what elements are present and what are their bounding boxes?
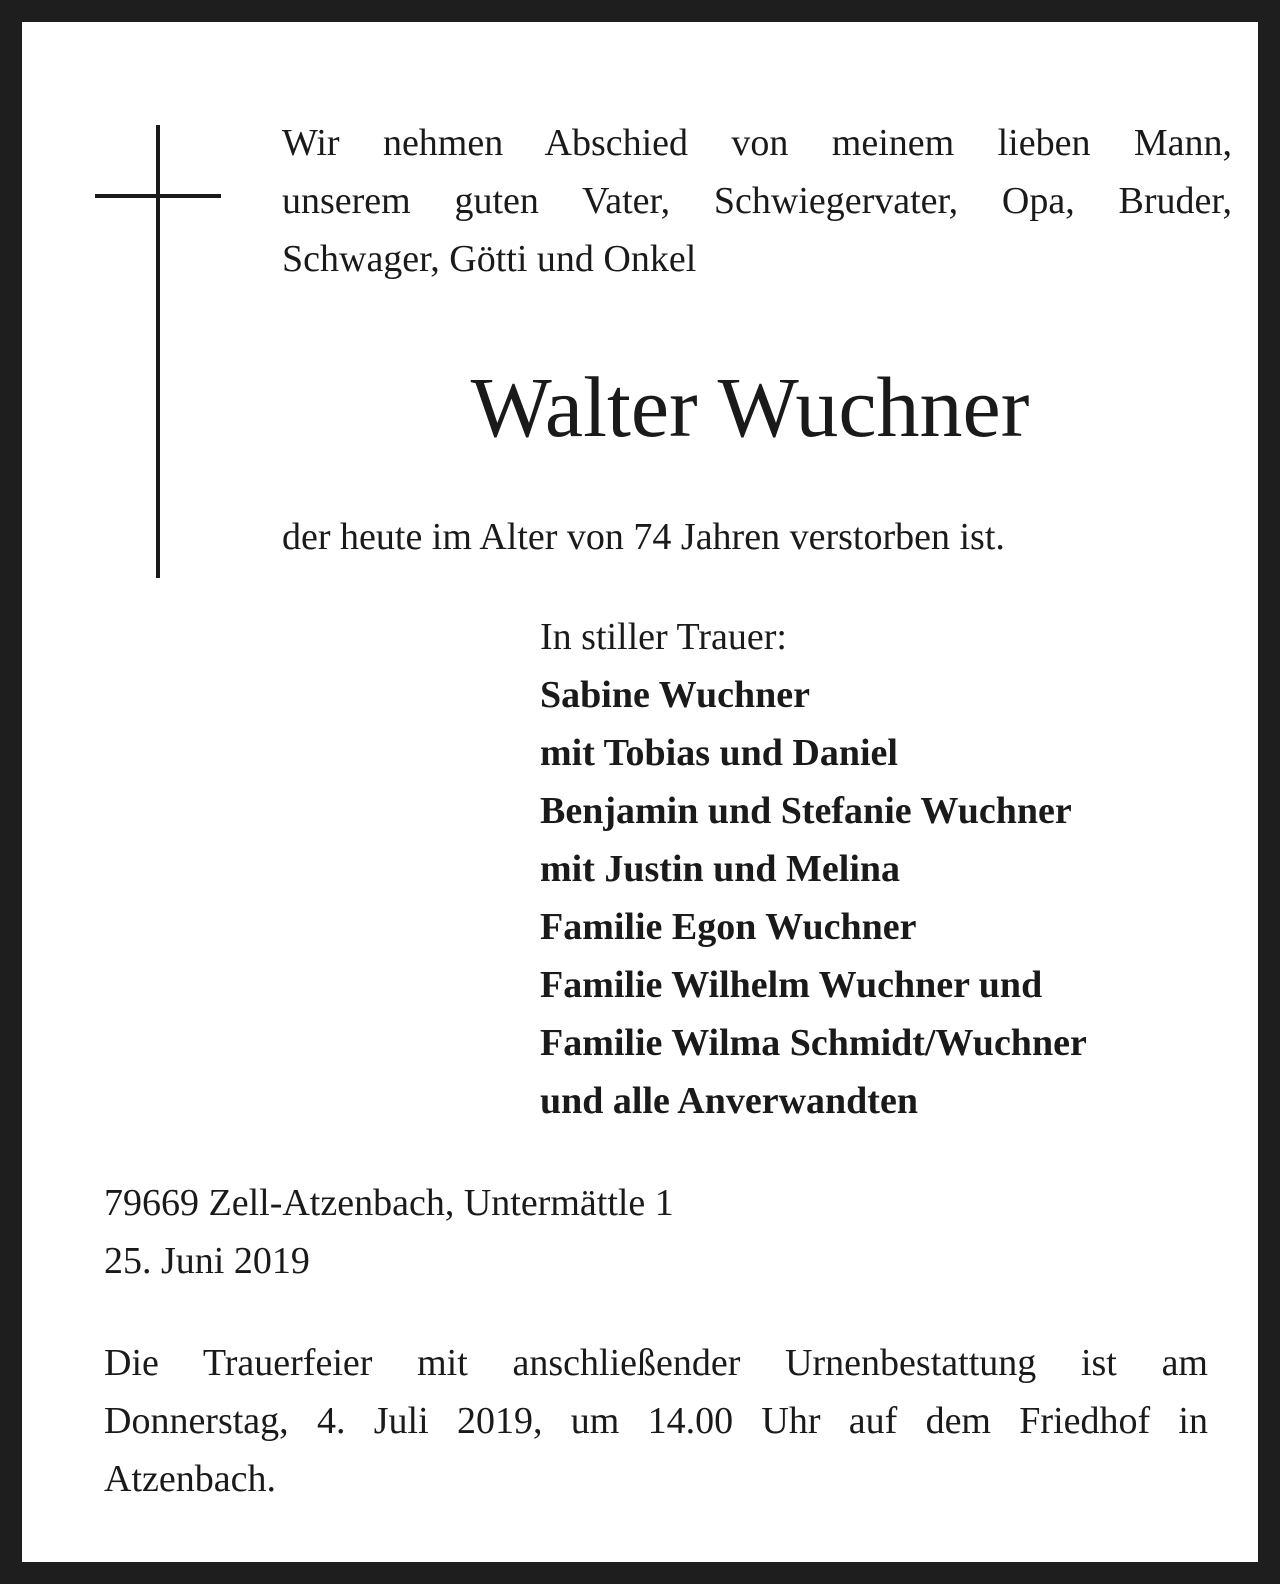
mourner-line: mit Justin und Melina — [540, 848, 901, 890]
mourners-heading: In stiller Trauer: — [540, 616, 787, 658]
ceremony-line: Atzenbach. — [104, 1458, 276, 1500]
date: 25. Juni 2019 — [104, 1240, 310, 1282]
cross-icon-bar — [95, 194, 221, 198]
intro-line: unserem guten Vater, Schwiegervater, Opa, Bruder, — [282, 180, 1232, 222]
death-note: der heute im Alter von 74 Jahren verstorben ist. — [282, 516, 1005, 558]
mourner-line: Familie Wilma Schmidt/Wuchner — [540, 1022, 1087, 1064]
ceremony-line: Donnerstag, 4. Juli 2019, um 14.00 Uhr auf dem Friedhof in — [104, 1400, 1208, 1442]
address: 79669 Zell-Atzenbach, Untermättle 1 — [104, 1182, 674, 1224]
intro-text — [282, 114, 1232, 288]
ceremony-notice — [104, 1334, 1208, 1508]
mourner-line: und alle Anverwandten — [540, 1080, 918, 1122]
obituary-card — [22, 22, 1258, 1562]
mourners-list — [540, 608, 1240, 1130]
address-block — [104, 1174, 1204, 1290]
ceremony-line: Die Trauerfeier mit anschließender Urnenbestattung ist am — [104, 1342, 1208, 1384]
intro-line: Schwager, Götti und Onkel — [282, 238, 697, 280]
mourner-line: mit Tobias und Daniel — [540, 732, 898, 774]
deceased-name: Walter Wuchner — [470, 359, 1030, 455]
mourner-line: Familie Egon Wuchner — [540, 906, 917, 948]
mourner-line: Familie Wilhelm Wuchner und — [540, 964, 1043, 1006]
intro-line: Wir nehmen Abschied von meinem lieben Mann, — [282, 122, 1232, 164]
mourner-line: Sabine Wuchner — [540, 674, 810, 716]
mourner-line: Benjamin und Stefanie Wuchner — [540, 790, 1072, 832]
